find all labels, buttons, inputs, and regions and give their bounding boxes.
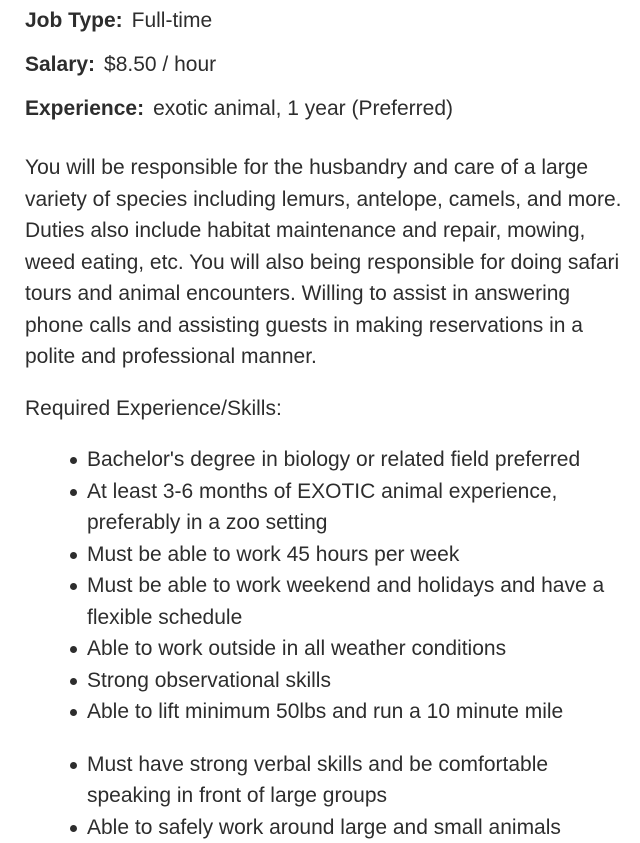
job-description: You will be responsible for the husbandry and care of a large variety of species including lemurs, antelope, camels, and more. Duties also include habitat maintenance and repair, mowing, weed eating, etc. You will also being responsible for doing safari tours and animal encounters. Willing to assist in answering phone calls and assisting guests in making reservations in a polite and professional manner. (25, 152, 625, 373)
salary-value: $8.50 / hour (104, 53, 216, 76)
skills-list (25, 444, 615, 728)
experience-label: Experience: (25, 97, 144, 120)
skill-item: Must be able to work weekend and holidays and have a flexible schedule (87, 570, 615, 633)
skill-item: Able to safely work around large and small animals (87, 812, 615, 843)
skill-item: Bachelor's degree in biology or related field preferred (87, 444, 615, 476)
skill-item: Must be able to work 45 hours per week (87, 539, 615, 571)
experience-value: exotic animal, 1 year (Preferred) (153, 97, 453, 120)
job-type-label: Job Type: (25, 9, 123, 32)
skill-item: Able to work outside in all weather conditions (87, 633, 615, 665)
skill-item: At least 3-6 months of EXOTIC animal experience, preferably in a zoo setting (87, 476, 615, 539)
job-type-row (25, 0, 640, 33)
experience-row (25, 97, 640, 121)
skill-item: Must have strong verbal skills and be comfortable speaking in front of large groups (87, 749, 615, 812)
skill-item: Able to lift minimum 50lbs and run a 10 minute mile (87, 696, 615, 728)
salary-row (25, 53, 640, 77)
salary-label: Salary: (25, 53, 95, 76)
required-skills-heading: Required Experience/Skills: (25, 393, 640, 425)
skills-list-more (25, 749, 615, 843)
skill-item: Strong observational skills (87, 665, 615, 697)
job-type-value: Full-time (132, 9, 213, 32)
